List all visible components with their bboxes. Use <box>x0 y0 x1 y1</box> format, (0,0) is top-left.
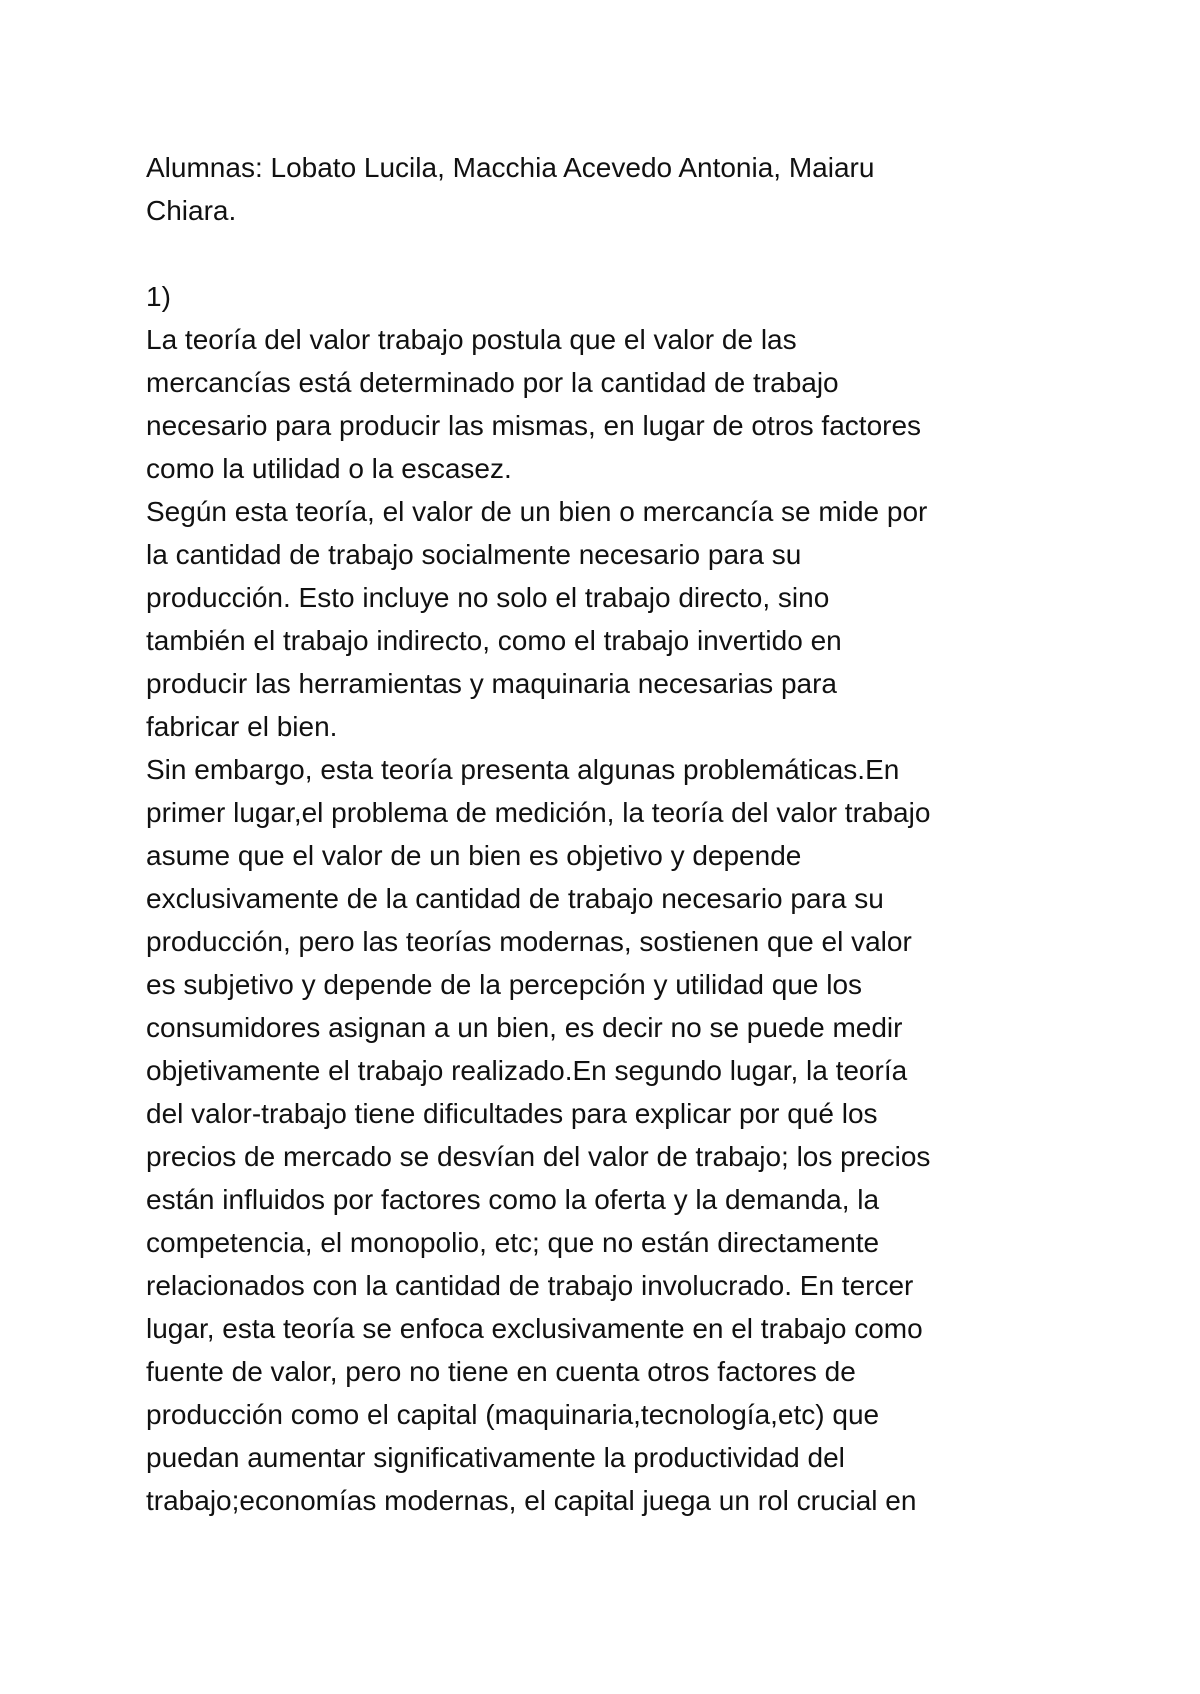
body-line: fuente de valor, pero no tiene en cuenta otros factores de <box>146 1356 856 1387</box>
body-line: La teoría del valor trabajo postula que el valor de las <box>146 324 797 355</box>
body-line: relacionados con la cantidad de trabajo involucrado. En tercer <box>146 1270 914 1301</box>
body-line: necesario para producir las mismas, en lugar de otros factores <box>146 410 922 441</box>
body-line: lugar, esta teoría se enfoca exclusivamente en el trabajo como <box>146 1313 923 1344</box>
body-line: están influidos por factores como la oferta y la demanda, la <box>146 1184 880 1215</box>
body-line: es subjetivo y depende de la percepción y utilidad que los <box>146 969 863 1000</box>
header-line: Chiara. <box>146 195 237 226</box>
body-line: producción, pero las teorías modernas, sostienen que el valor <box>146 926 912 957</box>
blank-line <box>146 232 1066 275</box>
body-line: como la utilidad o la escasez. <box>146 453 512 484</box>
body-line: objetivamente el trabajo realizado.En segundo lugar, la teoría <box>146 1055 908 1086</box>
body-line: consumidores asignan a un bien, es decir no se puede medir <box>146 1012 903 1043</box>
body-line: Sin embargo, esta teoría presenta algunas problemáticas.En <box>146 754 900 785</box>
body-line: precios de mercado se desvían del valor de trabajo; los precios <box>146 1141 931 1172</box>
body-line: mercancías está determinado por la cantidad de trabajo <box>146 367 839 398</box>
header-line: Alumnas: Lobato Lucila, Macchia Acevedo Antonia, Maiaru <box>146 152 875 183</box>
body-line: también el trabajo indirecto, como el trabajo invertido en <box>146 625 842 656</box>
body-line: exclusivamente de la cantidad de trabajo necesario para su <box>146 883 884 914</box>
body-line: la cantidad de trabajo socialmente necesario para su <box>146 539 802 570</box>
body-line: fabricar el bien. <box>146 711 338 742</box>
body-line: competencia, el monopolio, etc; que no están directamente <box>146 1227 880 1258</box>
body-line: puedan aumentar significativamente la productividad del <box>146 1442 845 1473</box>
body-line: producción como el capital (maquinaria,tecnología,etc) que <box>146 1399 880 1430</box>
body-line: asume que el valor de un bien es objetivo y depende <box>146 840 802 871</box>
document-content <box>146 146 1066 1522</box>
body-line: primer lugar,el problema de medición, la teoría del valor trabajo <box>146 797 931 828</box>
body-line: producción. Esto incluye no solo el trabajo directo, sino <box>146 582 830 613</box>
body-line: trabajo;economías modernas, el capital juega un rol crucial en <box>146 1485 917 1516</box>
body-line: Según esta teoría, el valor de un bien o mercancía se mide por <box>146 496 928 527</box>
section-number: 1) <box>146 281 171 312</box>
body-line: producir las herramientas y maquinaria necesarias para <box>146 668 838 699</box>
body-line: del valor-trabajo tiene dificultades para explicar por qué los <box>146 1098 878 1129</box>
